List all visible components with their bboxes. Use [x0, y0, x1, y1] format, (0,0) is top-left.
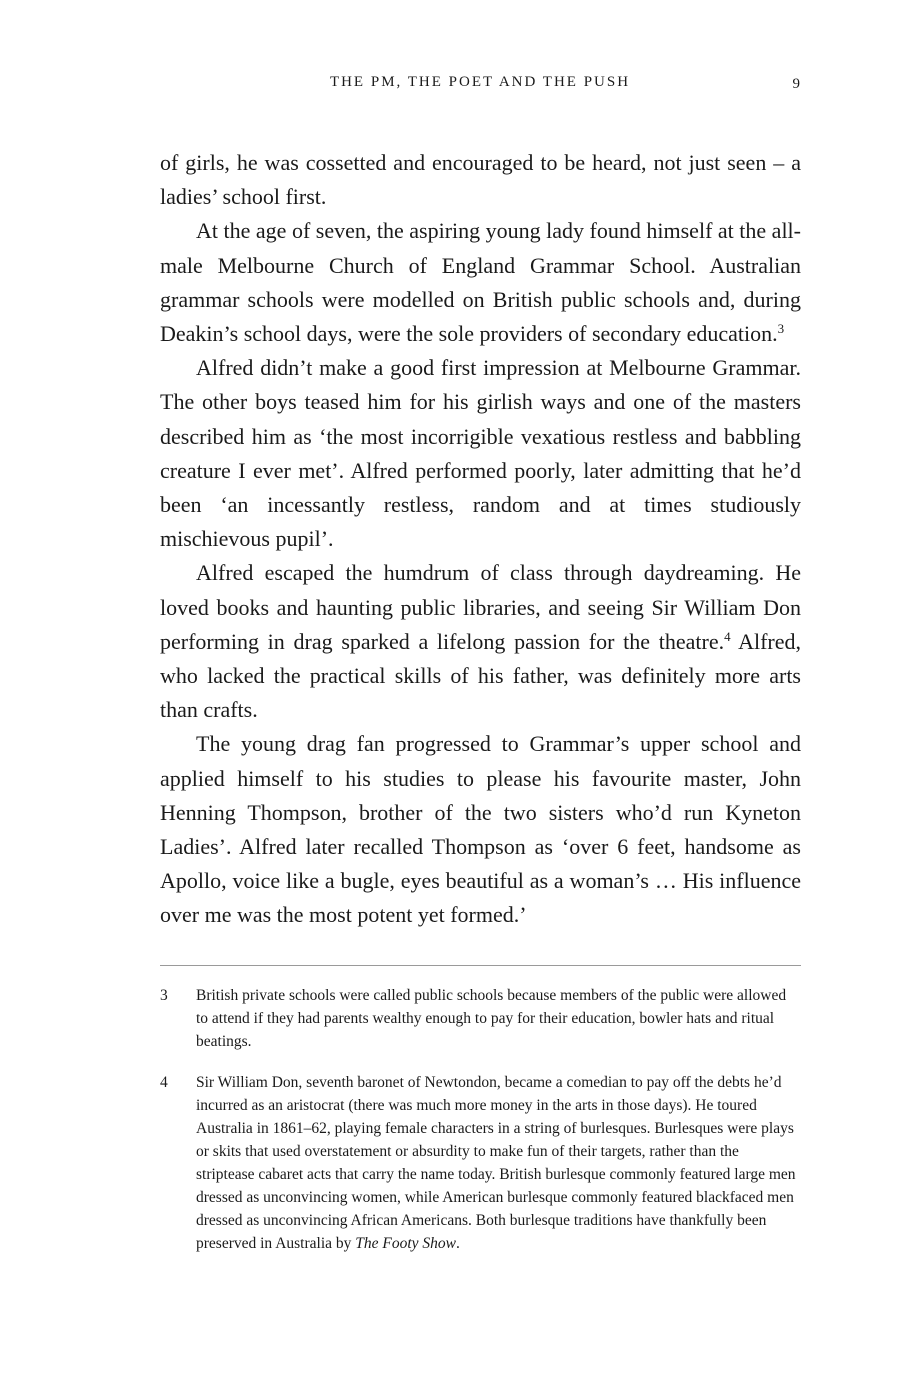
footnote-text-container	[196, 1071, 801, 1255]
paragraph-4-text-b: Alfred, who lacked the practical skills of his father, was definitely more arts than crafts.	[160, 628, 802, 723]
footnote-text: British private schools were called public schools because members of the public were allowed to attend if they had parents wealthy enough to pay for their education, bowler hats and ritual beatings.	[196, 987, 787, 1050]
paragraph-1: of girls, he was cossetted and encouraged to be heard, not just seen – a ladies’ school first.	[160, 150, 801, 210]
footnote-4	[160, 1071, 801, 1255]
paragraph-4	[160, 556, 801, 727]
footnote-number: 3	[160, 987, 168, 1004]
footnote-divider	[160, 965, 801, 966]
footnote-number: 4	[160, 1074, 168, 1091]
body-text	[160, 146, 801, 933]
footnote-ref-3[interactable]: 3	[777, 321, 785, 337]
footnote-ref-4[interactable]: 4	[724, 628, 731, 644]
paragraph-4-text-a: Alfred escaped the humdrum of class through daydreaming. He loved books and haunting public libraries, and seeing Sir William Don performing in drag sparked a lifelong passion for the theatre.	[160, 560, 801, 654]
page-number: 9	[792, 76, 800, 92]
footnotes	[160, 984, 801, 1273]
running-title: THE PM, THE POET AND THE PUSH	[329, 74, 631, 90]
paragraph-2-text: At the age of seven, the aspiring young lady found himself at the all-male Melbourne Church of England Grammar School. Australian grammar schools were modelled on British public schools and, during Deakin’s school days, were the sole providers of secondary education.	[160, 218, 801, 347]
paragraph-5: The young drag fan progressed to Grammar’s upper school and applied himself to his studies to please his favourite master, John Henning Thompson, brother of the two sisters who’d run Kyneton Ladies’. Alfred later recalled Thompson as ‘over 6 feet, handsome as Apollo, voice like a bugle, eyes beautiful as a woman’s … His influence over me was the most potent yet formed.’	[160, 731, 801, 928]
footnote-3	[160, 984, 801, 1053]
footnote-tail: .	[456, 1235, 460, 1252]
running-header	[0, 72, 900, 96]
paragraph-3: Alfred didn’t make a good first impression at Melbourne Grammar. The other boys teased him for his girlish ways and one of the masters described him as ‘the most incorrigible vexatious restless and babbling creature I ever met’. Alfred performed poorly, later admitting that he’d been ‘an incessantly restless, random and at times studiously mischievous pupil’.	[160, 355, 801, 552]
paragraph-2	[160, 214, 801, 351]
footnote-text: Sir William Don, seventh baronet of Newtondon, became a comedian to pay off the debts he’d incurred as an aristocrat (there was much more money in the arts in those days). He toured Australia in 1861–62, playing female characters in a string of burlesques. Burlesques were plays or skits that used overstatement or absurdity to make fun of their targets, rather than the striptease cabaret acts that carry the name today. British burlesque commonly featured large men dressed as unconvincing women, while American burlesque commonly featured blackfaced men dressed as unconvincing African Americans. Both burlesque traditions have thankfully been preserved in Australia by	[196, 1074, 796, 1252]
show-title: The Footy Show	[355, 1235, 457, 1252]
